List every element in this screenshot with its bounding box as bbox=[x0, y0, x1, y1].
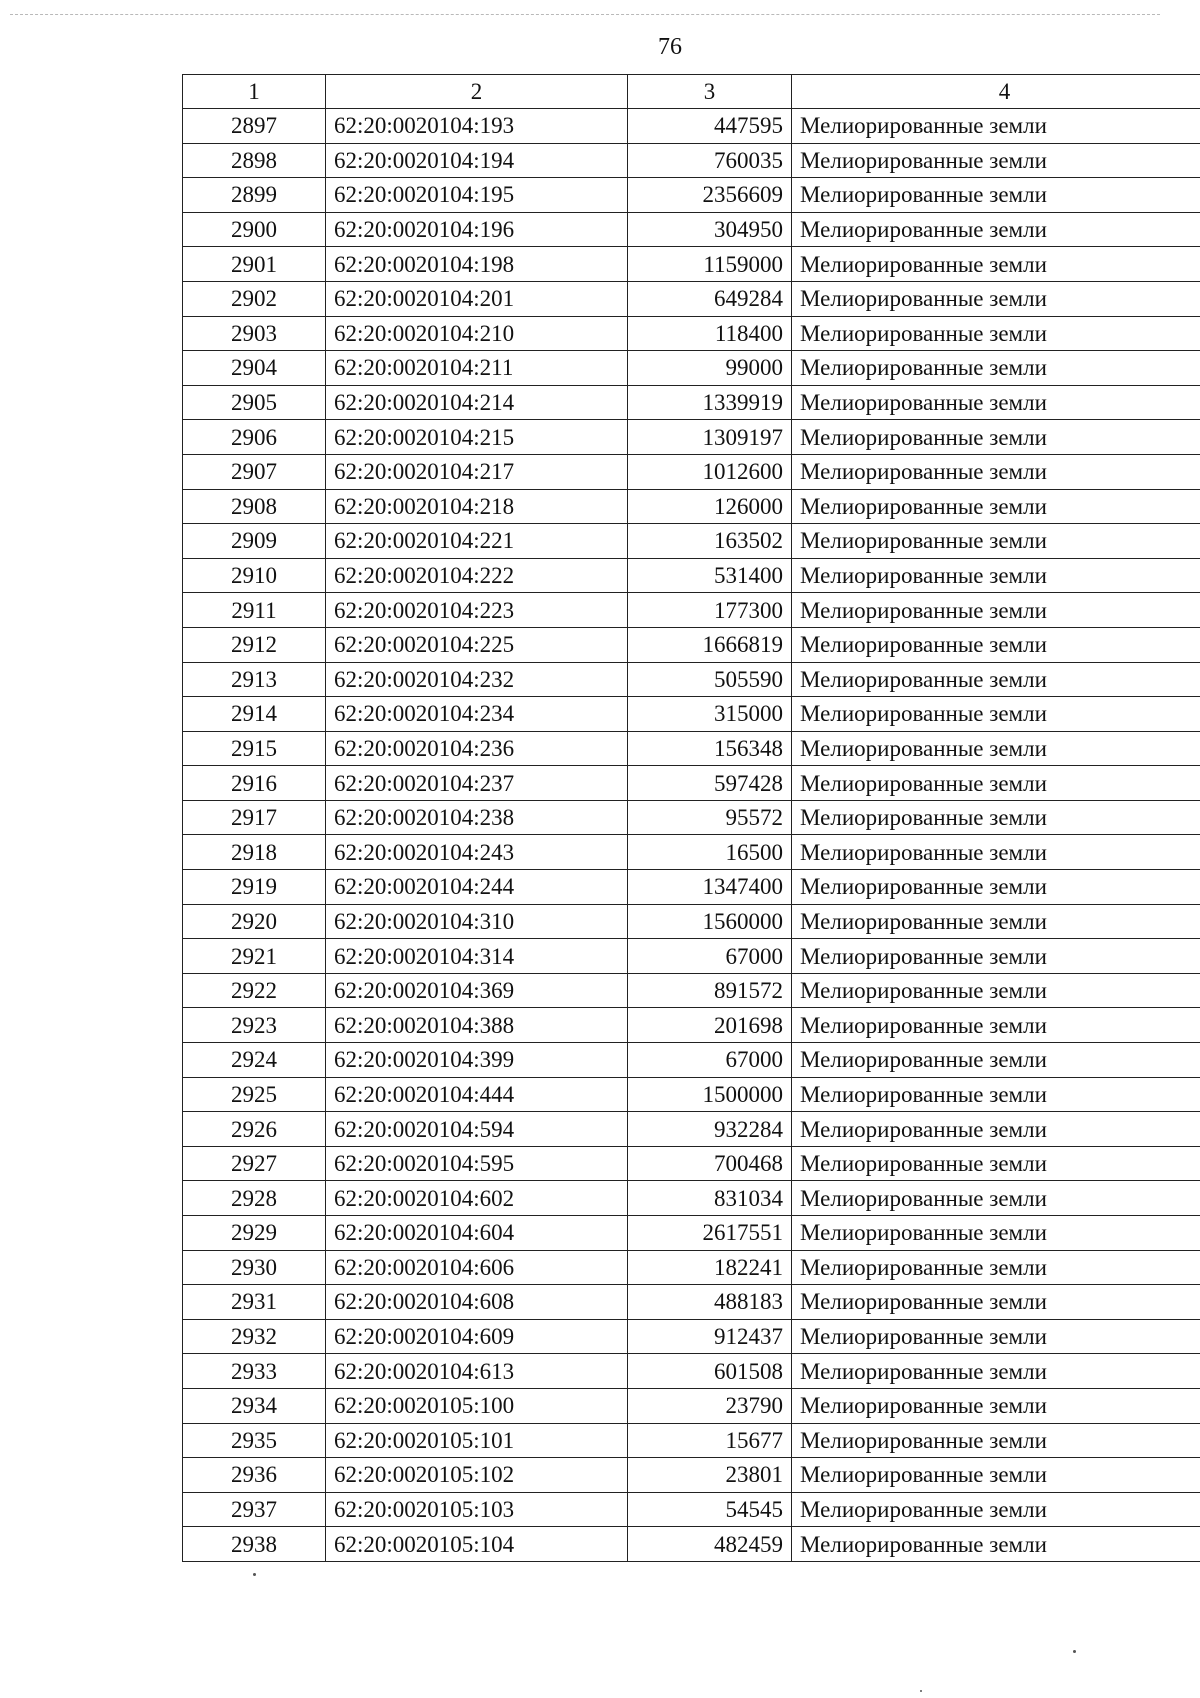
table-row bbox=[183, 1077, 1200, 1112]
cadastral-number-cell: 62:20:0020104:232 bbox=[326, 662, 628, 697]
cadastral-number-cell: 62:20:0020104:198 bbox=[326, 247, 628, 282]
area-cell: 649284 bbox=[628, 281, 792, 316]
row-number-cell: 2910 bbox=[183, 558, 326, 593]
page-number: 76 bbox=[658, 34, 682, 60]
area-cell: 304950 bbox=[628, 212, 792, 247]
cadastral-number-cell: 62:20:0020104:201 bbox=[326, 281, 628, 316]
land-category-cell: Мелиорированные земли bbox=[792, 1077, 1200, 1112]
table-row bbox=[183, 109, 1200, 144]
land-category-cell: Мелиорированные земли bbox=[792, 697, 1200, 732]
land-category-cell: Мелиорированные земли bbox=[792, 1181, 1200, 1216]
header-row bbox=[183, 75, 1200, 109]
land-category-cell: Мелиорированные земли bbox=[792, 1423, 1200, 1458]
row-number-cell: 2935 bbox=[183, 1423, 326, 1458]
table-row bbox=[183, 593, 1200, 628]
area-cell: 1012600 bbox=[628, 454, 792, 489]
cadastral-number-cell: 62:20:0020104:196 bbox=[326, 212, 628, 247]
land-category-cell: Мелиорированные земли bbox=[792, 973, 1200, 1008]
row-number-cell: 2898 bbox=[183, 143, 326, 178]
cadastral-number-cell: 62:20:0020104:237 bbox=[326, 766, 628, 801]
area-cell: 1159000 bbox=[628, 247, 792, 282]
cadastral-number-cell: 62:20:0020104:604 bbox=[326, 1216, 628, 1251]
table-row bbox=[183, 904, 1200, 939]
column-header-1: 1 bbox=[183, 75, 326, 109]
table-row bbox=[183, 1423, 1200, 1458]
area-cell: 1500000 bbox=[628, 1077, 792, 1112]
cadastral-number-cell: 62:20:0020105:102 bbox=[326, 1458, 628, 1493]
table-row bbox=[183, 662, 1200, 697]
land-category-cell: Мелиорированные земли bbox=[792, 454, 1200, 489]
cadastral-number-cell: 62:20:0020104:602 bbox=[326, 1181, 628, 1216]
row-number-cell: 2931 bbox=[183, 1285, 326, 1320]
land-category-cell: Мелиорированные земли bbox=[792, 1043, 1200, 1078]
table-row bbox=[183, 1043, 1200, 1078]
cadastral-number-cell: 62:20:0020104:194 bbox=[326, 143, 628, 178]
row-number-cell: 2906 bbox=[183, 420, 326, 455]
land-category-cell: Мелиорированные земли bbox=[792, 212, 1200, 247]
cadastral-number-cell: 62:20:0020104:222 bbox=[326, 558, 628, 593]
row-number-cell: 2926 bbox=[183, 1112, 326, 1147]
row-number-cell: 2915 bbox=[183, 731, 326, 766]
cadastral-number-cell: 62:20:0020104:243 bbox=[326, 835, 628, 870]
area-cell: 1339919 bbox=[628, 385, 792, 420]
row-number-cell: 2918 bbox=[183, 835, 326, 870]
land-category-cell: Мелиорированные земли bbox=[792, 835, 1200, 870]
area-cell: 315000 bbox=[628, 697, 792, 732]
land-category-cell: Мелиорированные земли bbox=[792, 870, 1200, 905]
land-category-cell: Мелиорированные земли bbox=[792, 627, 1200, 662]
cadastral-number-cell: 62:20:0020104:369 bbox=[326, 973, 628, 1008]
table-row bbox=[183, 316, 1200, 351]
area-cell: 597428 bbox=[628, 766, 792, 801]
row-number-cell: 2900 bbox=[183, 212, 326, 247]
land-category-cell: Мелиорированные земли bbox=[792, 143, 1200, 178]
land-category-cell: Мелиорированные земли bbox=[792, 1112, 1200, 1147]
table-row bbox=[183, 143, 1200, 178]
cadastral-number-cell: 62:20:0020104:236 bbox=[326, 731, 628, 766]
table-row bbox=[183, 178, 1200, 213]
land-category-cell: Мелиорированные земли bbox=[792, 1527, 1200, 1562]
area-cell: 23790 bbox=[628, 1388, 792, 1423]
cadastral-number-cell: 62:20:0020104:238 bbox=[326, 800, 628, 835]
land-category-cell: Мелиорированные земли bbox=[792, 524, 1200, 559]
area-cell: 1309197 bbox=[628, 420, 792, 455]
row-number-cell: 2914 bbox=[183, 697, 326, 732]
table-row bbox=[183, 835, 1200, 870]
land-category-cell: Мелиорированные земли bbox=[792, 731, 1200, 766]
cadastral-number-cell: 62:20:0020104:388 bbox=[326, 1008, 628, 1043]
cadastral-number-cell: 62:20:0020104:606 bbox=[326, 1250, 628, 1285]
table-row bbox=[183, 627, 1200, 662]
cadastral-number-cell: 62:20:0020104:444 bbox=[326, 1077, 628, 1112]
cadastral-number-cell: 62:20:0020104:609 bbox=[326, 1319, 628, 1354]
row-number-cell: 2927 bbox=[183, 1146, 326, 1181]
column-header-3: 3 bbox=[628, 75, 792, 109]
cadastral-number-cell: 62:20:0020104:310 bbox=[326, 904, 628, 939]
row-number-cell: 2923 bbox=[183, 1008, 326, 1043]
row-number-cell: 2905 bbox=[183, 385, 326, 420]
cadastral-number-cell: 62:20:0020104:595 bbox=[326, 1146, 628, 1181]
table-row bbox=[183, 973, 1200, 1008]
area-cell: 163502 bbox=[628, 524, 792, 559]
scan-speck bbox=[920, 1690, 922, 1692]
land-category-cell: Мелиорированные земли bbox=[792, 178, 1200, 213]
table-row bbox=[183, 1492, 1200, 1527]
row-number-cell: 2930 bbox=[183, 1250, 326, 1285]
cadastral-number-cell: 62:20:0020104:218 bbox=[326, 489, 628, 524]
row-number-cell: 2903 bbox=[183, 316, 326, 351]
land-category-cell: Мелиорированные земли bbox=[792, 1492, 1200, 1527]
land-category-cell: Мелиорированные земли bbox=[792, 1285, 1200, 1320]
table-row bbox=[183, 281, 1200, 316]
row-number-cell: 2897 bbox=[183, 109, 326, 144]
row-number-cell: 2932 bbox=[183, 1319, 326, 1354]
area-cell: 447595 bbox=[628, 109, 792, 144]
land-category-cell: Мелиорированные земли bbox=[792, 109, 1200, 144]
land-category-cell: Мелиорированные земли bbox=[792, 281, 1200, 316]
cadastral-number-cell: 62:20:0020104:217 bbox=[326, 454, 628, 489]
table-row bbox=[183, 939, 1200, 974]
row-number-cell: 2901 bbox=[183, 247, 326, 282]
area-cell: 67000 bbox=[628, 939, 792, 974]
land-category-cell: Мелиорированные земли bbox=[792, 558, 1200, 593]
land-category-cell: Мелиорированные земли bbox=[792, 1008, 1200, 1043]
land-category-cell: Мелиорированные земли bbox=[792, 800, 1200, 835]
cadastral-number-cell: 62:20:0020104:221 bbox=[326, 524, 628, 559]
land-category-cell: Мелиорированные земли bbox=[792, 1146, 1200, 1181]
area-cell: 201698 bbox=[628, 1008, 792, 1043]
table-row bbox=[183, 1319, 1200, 1354]
area-cell: 2617551 bbox=[628, 1216, 792, 1251]
land-category-cell: Мелиорированные земли bbox=[792, 1319, 1200, 1354]
table-row bbox=[183, 489, 1200, 524]
cadastral-number-cell: 62:20:0020104:214 bbox=[326, 385, 628, 420]
row-number-cell: 2938 bbox=[183, 1527, 326, 1562]
land-category-cell: Мелиорированные земли bbox=[792, 766, 1200, 801]
cadastral-number-cell: 62:20:0020104:223 bbox=[326, 593, 628, 628]
table-row bbox=[183, 385, 1200, 420]
area-cell: 912437 bbox=[628, 1319, 792, 1354]
table-row bbox=[183, 1250, 1200, 1285]
row-number-cell: 2916 bbox=[183, 766, 326, 801]
scan-speck bbox=[1073, 1650, 1076, 1653]
row-number-cell: 2911 bbox=[183, 593, 326, 628]
area-cell: 932284 bbox=[628, 1112, 792, 1147]
area-cell: 118400 bbox=[628, 316, 792, 351]
table-header bbox=[183, 75, 1200, 109]
row-number-cell: 2919 bbox=[183, 870, 326, 905]
cadastral-number-cell: 62:20:0020104:613 bbox=[326, 1354, 628, 1389]
area-cell: 1347400 bbox=[628, 870, 792, 905]
area-cell: 95572 bbox=[628, 800, 792, 835]
table-row bbox=[183, 800, 1200, 835]
table-row bbox=[183, 1112, 1200, 1147]
row-number-cell: 2909 bbox=[183, 524, 326, 559]
land-category-cell: Мелиорированные земли bbox=[792, 1458, 1200, 1493]
column-header-2: 2 bbox=[326, 75, 628, 109]
cadastral-number-cell: 62:20:0020104:225 bbox=[326, 627, 628, 662]
land-category-cell: Мелиорированные земли bbox=[792, 1250, 1200, 1285]
table-row bbox=[183, 1458, 1200, 1493]
scan-speck bbox=[253, 1573, 256, 1576]
row-number-cell: 2936 bbox=[183, 1458, 326, 1493]
land-category-cell: Мелиорированные земли bbox=[792, 939, 1200, 974]
row-number-cell: 2924 bbox=[183, 1043, 326, 1078]
cadastral-number-cell: 62:20:0020104:210 bbox=[326, 316, 628, 351]
land-category-cell: Мелиорированные земли bbox=[792, 1354, 1200, 1389]
land-registry-table bbox=[182, 74, 1200, 1562]
cadastral-number-cell: 62:20:0020104:594 bbox=[326, 1112, 628, 1147]
cadastral-number-cell: 62:20:0020104:608 bbox=[326, 1285, 628, 1320]
table-row bbox=[183, 212, 1200, 247]
table-row bbox=[183, 1008, 1200, 1043]
cadastral-number-cell: 62:20:0020105:100 bbox=[326, 1388, 628, 1423]
table-row bbox=[183, 1354, 1200, 1389]
cadastral-number-cell: 62:20:0020105:101 bbox=[326, 1423, 628, 1458]
table-row bbox=[183, 420, 1200, 455]
land-category-cell: Мелиорированные земли bbox=[792, 247, 1200, 282]
cadastral-number-cell: 62:20:0020104:314 bbox=[326, 939, 628, 974]
table-row bbox=[183, 766, 1200, 801]
table-row bbox=[183, 1216, 1200, 1251]
area-cell: 700468 bbox=[628, 1146, 792, 1181]
land-category-cell: Мелиорированные земли bbox=[792, 662, 1200, 697]
land-category-cell: Мелиорированные земли bbox=[792, 316, 1200, 351]
area-cell: 531400 bbox=[628, 558, 792, 593]
area-cell: 760035 bbox=[628, 143, 792, 178]
table-row bbox=[183, 697, 1200, 732]
scan-edge-line bbox=[10, 14, 1160, 15]
table-row bbox=[183, 1146, 1200, 1181]
area-cell: 1560000 bbox=[628, 904, 792, 939]
cadastral-number-cell: 62:20:0020104:399 bbox=[326, 1043, 628, 1078]
cadastral-number-cell: 62:20:0020104:193 bbox=[326, 109, 628, 144]
area-cell: 54545 bbox=[628, 1492, 792, 1527]
land-category-cell: Мелиорированные земли bbox=[792, 904, 1200, 939]
area-cell: 1666819 bbox=[628, 627, 792, 662]
row-number-cell: 2928 bbox=[183, 1181, 326, 1216]
area-cell: 126000 bbox=[628, 489, 792, 524]
cadastral-number-cell: 62:20:0020104:211 bbox=[326, 351, 628, 386]
area-cell: 182241 bbox=[628, 1250, 792, 1285]
table-row bbox=[183, 1181, 1200, 1216]
land-category-cell: Мелиорированные земли bbox=[792, 489, 1200, 524]
area-cell: 67000 bbox=[628, 1043, 792, 1078]
cadastral-number-cell: 62:20:0020105:104 bbox=[326, 1527, 628, 1562]
table-row bbox=[183, 247, 1200, 282]
row-number-cell: 2925 bbox=[183, 1077, 326, 1112]
area-cell: 177300 bbox=[628, 593, 792, 628]
table-row bbox=[183, 1388, 1200, 1423]
row-number-cell: 2913 bbox=[183, 662, 326, 697]
row-number-cell: 2917 bbox=[183, 800, 326, 835]
land-category-cell: Мелиорированные земли bbox=[792, 1216, 1200, 1251]
table-row bbox=[183, 1285, 1200, 1320]
area-cell: 488183 bbox=[628, 1285, 792, 1320]
area-cell: 505590 bbox=[628, 662, 792, 697]
area-cell: 156348 bbox=[628, 731, 792, 766]
table-row bbox=[183, 1527, 1200, 1562]
area-cell: 23801 bbox=[628, 1458, 792, 1493]
land-category-cell: Мелиорированные земли bbox=[792, 1388, 1200, 1423]
area-cell: 482459 bbox=[628, 1527, 792, 1562]
row-number-cell: 2907 bbox=[183, 454, 326, 489]
area-cell: 16500 bbox=[628, 835, 792, 870]
row-number-cell: 2902 bbox=[183, 281, 326, 316]
cadastral-number-cell: 62:20:0020104:215 bbox=[326, 420, 628, 455]
table-row bbox=[183, 351, 1200, 386]
row-number-cell: 2922 bbox=[183, 973, 326, 1008]
row-number-cell: 2934 bbox=[183, 1388, 326, 1423]
land-category-cell: Мелиорированные земли bbox=[792, 420, 1200, 455]
row-number-cell: 2921 bbox=[183, 939, 326, 974]
area-cell: 2356609 bbox=[628, 178, 792, 213]
row-number-cell: 2933 bbox=[183, 1354, 326, 1389]
land-category-cell: Мелиорированные земли bbox=[792, 593, 1200, 628]
table-row bbox=[183, 558, 1200, 593]
area-cell: 99000 bbox=[628, 351, 792, 386]
area-cell: 15677 bbox=[628, 1423, 792, 1458]
table-row bbox=[183, 731, 1200, 766]
area-cell: 831034 bbox=[628, 1181, 792, 1216]
table-row bbox=[183, 454, 1200, 489]
land-category-cell: Мелиорированные земли bbox=[792, 385, 1200, 420]
row-number-cell: 2912 bbox=[183, 627, 326, 662]
table-row bbox=[183, 870, 1200, 905]
table-body bbox=[183, 109, 1200, 1562]
area-cell: 601508 bbox=[628, 1354, 792, 1389]
row-number-cell: 2904 bbox=[183, 351, 326, 386]
row-number-cell: 2920 bbox=[183, 904, 326, 939]
land-category-cell: Мелиорированные земли bbox=[792, 351, 1200, 386]
row-number-cell: 2908 bbox=[183, 489, 326, 524]
cadastral-number-cell: 62:20:0020104:234 bbox=[326, 697, 628, 732]
area-cell: 891572 bbox=[628, 973, 792, 1008]
row-number-cell: 2937 bbox=[183, 1492, 326, 1527]
table-row bbox=[183, 524, 1200, 559]
cadastral-number-cell: 62:20:0020104:244 bbox=[326, 870, 628, 905]
column-header-4: 4 bbox=[792, 75, 1200, 109]
row-number-cell: 2899 bbox=[183, 178, 326, 213]
row-number-cell: 2929 bbox=[183, 1216, 326, 1251]
cadastral-number-cell: 62:20:0020105:103 bbox=[326, 1492, 628, 1527]
cadastral-number-cell: 62:20:0020104:195 bbox=[326, 178, 628, 213]
